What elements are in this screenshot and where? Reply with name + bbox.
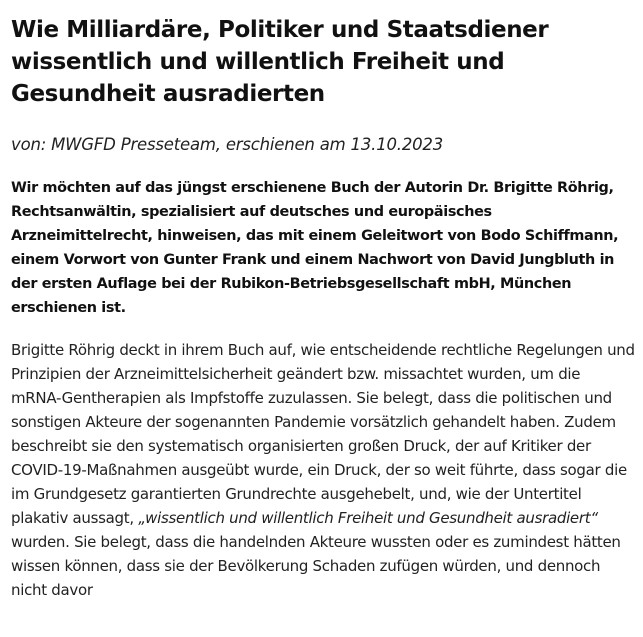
body-text-part-1: Brigitte Röhrig deckt in ihrem Buch auf, wie entscheidende rechtliche Regelungen und Prinzipien der Arzneimittelsicherheit geändert bzw. missachtet wurden, um die mRNA-Gentherapien als Impfstoffe zuzulassen. Sie belegt, dass die politischen und sonstigen Akteure der sogenannten Pandemie vorsätzlich gehandelt haben. Zudem beschreibt sie den systematisch organisierten großen Druck, der auf Kritiker der COVID-19-Maßnahmen ausgeübt wurde, ein Druck, der so weit führte, dass sogar die im Grundgesetz garantierten Grundrechte ausgehebelt, und, wie der Untertitel plakativ aussagt,	[11, 341, 635, 527]
article-byline: von: MWGFD Presseteam, erschienen am 13.10.2023	[11, 135, 444, 154]
body-text-part-2: wurden. Sie belegt, dass die handelnden Akteure wussten oder es zumindest hätten wissen können, dass sie der Bevölkerung Schaden zufügen würden, und dennoch nicht davor	[11, 533, 621, 599]
subtitle-quote: „wissentlich und willentlich Freiheit und Gesundheit ausradiert“	[138, 509, 598, 527]
article-title: Wie Milliardäre, Politiker und Staatsdiener wissentlich und willentlich Freiheit und Gesundheit ausradierten	[11, 17, 549, 107]
article-body	[11, 338, 635, 602]
article-lead: Wir möchten auf das jüngst erschienene Buch der Autorin Dr. Brigitte Röhrig, Rechtsanwältin, spezialisiert auf deutsches und europäisches Arzneimittelrecht, hinweisen, das mit einem Geleitwort von Bodo Schiffmann, einem Vorwort von Gunter Frank und einem Nachwort von David Jungbluth in der ersten Auflage bei der Rubikon-Betriebsgesellschaft mbH, München erschienen ist.	[11, 180, 619, 316]
